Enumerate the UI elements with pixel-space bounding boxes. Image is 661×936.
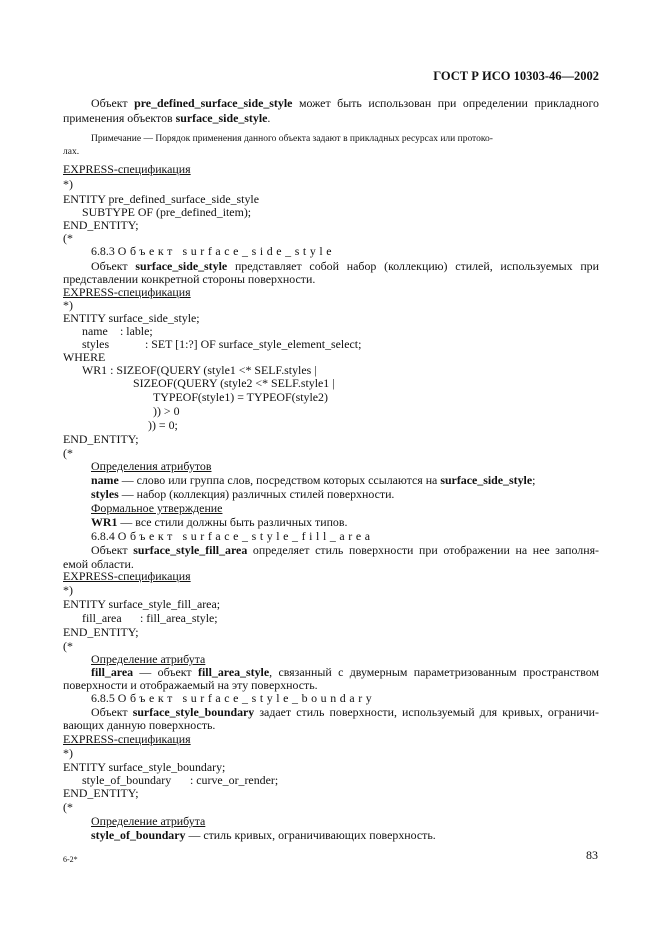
predef-desc-line-1: Объект pre_defined_surface_side_style может быть использован при определении прикладного xyxy=(91,96,599,110)
attribute-definitions-title: Определения атрибутов xyxy=(91,459,212,473)
section-heading-6-8-5: 6.8.5 Объект surface_style_boundary xyxy=(91,691,376,705)
code-attr-styles: styles : SET [1:?] OF surface_style_element_select; xyxy=(82,337,362,351)
code-comment-close: *) xyxy=(63,746,73,760)
def-name: name — слово или группа слов, посредством которых ссылаются на surface_side_style; xyxy=(91,473,536,487)
side-style-desc-line-1: Объект surface_side_style представляет собой набор (коллекцию) стилей, используемых при xyxy=(91,259,599,273)
code-entity-line: ENTITY pre_defined_surface_side_style xyxy=(63,192,260,206)
attribute-definition-title: Определение атрибута xyxy=(91,652,206,666)
footer-print-mark: 6-2* xyxy=(63,855,78,864)
boundary-desc-line-1: Объект surface_style_boundary задает стиль поверхности, используемый для кривых, ограничи- xyxy=(91,705,600,719)
code-comment-close: *) xyxy=(63,177,73,191)
code-entity-line: ENTITY surface_style_boundary; xyxy=(63,760,226,774)
code-comment-open: (* xyxy=(63,446,73,460)
code-comment-open: (* xyxy=(63,639,73,653)
def-fill-area-line-1: fill_area — объект fill_area_style, связанный с двумерным параметризованным пространством xyxy=(91,665,600,679)
code-rule-line-4: )) > 0 xyxy=(153,404,180,418)
code-comment-close: *) xyxy=(63,298,73,312)
def-wr1: WR1 — все стили должны быть различных типов. xyxy=(91,515,348,529)
code-attr-fill-area: fill_area : fill_area_style; xyxy=(82,611,218,625)
fill-area-desc-line-1: Объект surface_style_fill_area определяет стиль поверхности при отображении на нее заполня- xyxy=(91,543,600,557)
code-attr-name: name : lable; xyxy=(82,324,153,338)
boundary-desc-line-2: вающих данную поверхность. xyxy=(63,718,216,732)
section-heading-6-8-3: 6.8.3 Объект surface_side_style xyxy=(91,244,336,258)
code-subtype-line: SUBTYPE OF (pre_defined_item); xyxy=(82,205,252,219)
section-heading-6-8-4: 6.8.4 Объект surface_style_fill_area xyxy=(91,529,374,543)
code-rule-line-5: )) = 0; xyxy=(148,418,178,432)
express-spec-label: EXPRESS-спецификация xyxy=(63,732,191,746)
code-comment-open: (* xyxy=(63,800,73,814)
express-spec-label: EXPRESS-спецификация xyxy=(63,285,191,299)
code-comment-close: *) xyxy=(63,583,73,597)
code-attr-style-of-boundary: style_of_boundary : curve_or_render; xyxy=(82,773,279,787)
fill-area-desc-line-2: емой области. xyxy=(63,557,134,571)
code-entity-line: ENTITY surface_style_fill_area; xyxy=(63,597,221,611)
attribute-definition-title: Определение атрибута xyxy=(91,814,206,828)
express-spec-label: EXPRESS-спецификация xyxy=(63,569,191,583)
code-rule-line-2: SIZEOF(QUERY (style2 <* SELF.style1 | xyxy=(133,376,335,390)
formal-proposition-title: Формальное утверждение xyxy=(91,501,223,515)
def-style-of-boundary: style_of_boundary — стиль кривых, ограничивающих поверхность. xyxy=(91,828,436,842)
side-style-desc-line-2: представлении конкретной стороны поверхности. xyxy=(63,272,316,286)
predef-note-line-1: Примечание — Порядок применения данного объекта задают в прикладных ресурсах или протоко- xyxy=(91,134,493,144)
code-rule-line-3: TYPEOF(style1) = TYPEOF(style2) xyxy=(153,390,328,404)
def-fill-area-line-2: поверхности и отображаемый на эту поверхность. xyxy=(63,678,318,692)
code-entity-line: ENTITY surface_side_style; xyxy=(63,311,200,325)
code-comment-open: (* xyxy=(63,231,73,245)
page-number: 83 xyxy=(586,848,598,862)
code-where: WHERE xyxy=(63,350,106,364)
code-end-entity: END_ENTITY; xyxy=(63,432,139,446)
express-spec-label: EXPRESS-спецификация xyxy=(63,162,191,176)
code-end-entity: END_ENTITY; xyxy=(63,786,139,800)
predef-note-line-2: лах. xyxy=(63,147,80,157)
code-end-entity: END_ENTITY; xyxy=(63,218,139,232)
predef-desc-line-2: применения объектов surface_side_style. xyxy=(63,111,271,125)
def-styles: styles — набор (коллекция) различных стилей поверхности. xyxy=(91,487,395,501)
code-rule-line-1: WR1 : SIZEOF(QUERY (style1 <* SELF.styles | xyxy=(82,363,317,377)
document-code-header: ГОСТ Р ИСО 10303-46—2002 xyxy=(433,69,599,83)
code-end-entity: END_ENTITY; xyxy=(63,625,139,639)
